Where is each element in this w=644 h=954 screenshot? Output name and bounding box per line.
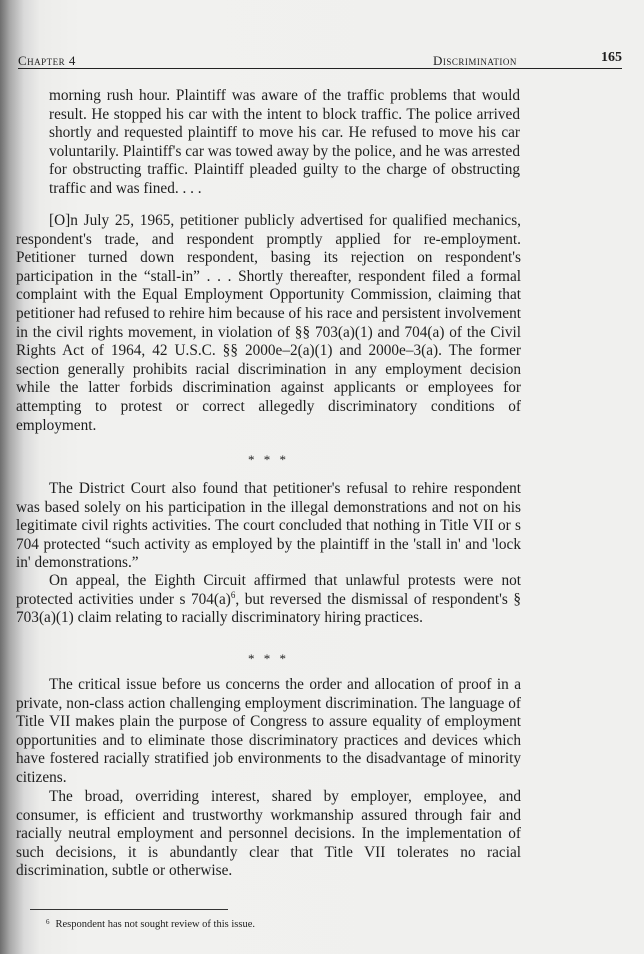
chapter-label: Chapter 4 (18, 53, 76, 68)
section-separator: * * * (248, 452, 289, 467)
paragraph-district-court: The District Court also found that petitioner's refusal to rehire respondent was based solely on his participation in the illegal demonstrations and not on his legitimate civil rights activities. The court concluded that nothing in Title VII or s 704 protected “such activity as employed by the plaintiff in the 'stall in' and 'lock in' demonstrations.” (16, 480, 521, 572)
paragraph-eighth-circuit-text-b: , but reversed the dismissal of respondent's § 703(a)(1) claim relating to racially discriminatory hiring practices. (16, 590, 521, 627)
paragraph-broad-interest: The broad, overriding interest, shared by employer, employee, and consumer, is efficient and trustworthy workmanship assured through fair and racially neutral employment and personnel decisions. In the implementation of such decisions, it is abundantly clear that Title VII tolerates no racial discrimination, subtle or otherwise. (16, 788, 521, 880)
footnote-divider (30, 909, 228, 910)
running-head (18, 48, 622, 69)
page-number: 165 (601, 50, 622, 65)
footnote-reference[interactable]: 6 (230, 589, 236, 600)
paragraph-stall-in: [O]n July 25, 1965, petitioner publicly advertised for qualified mechanics, respondent's trade, and respondent promptly applied for re-employment. Petitioner turned down respondent, basing its rejection on respondent's participation in the “stall-in” . . . Shortly thereafter, respondent filed a formal complaint with the Equal Employment Opportunity Commission, claiming that petitioner had refused to rehire him because of his race and persistent involvement in the civil rights movement, in violation of §§ 703(a)(1) and 704(a) of the Civil Rights Act of 1964, 42 U.S.C. §§ 2000e–2(a)(1) and 2000e–3(a). The former section generally prohibits racial discrimination in any employment decision while the latter forbids discrimination against applicants or employees for attempting to protest or correct allegedly discriminatory conditions of employment. (16, 212, 521, 434)
paragraph-eighth-circuit-text-a: On appeal, the Eighth Circuit affirmed that unlawful protests were not protected activities under s 704(a) (16, 572, 521, 608)
footnote (30, 915, 510, 932)
quoted-paragraph: morning rush hour. Plaintiff was aware of the traffic problems that would result. He stopped his car with the intent to block traffic. The police arrived shortly and requested plaintiff to move his car. He refused to move his car voluntarily. Plaintiff's car was towed away by the police, and he was arrested for obstructing traffic. Plaintiff pleaded guilty to the charge of obstructing traffic and was fined. . . . (49, 87, 520, 197)
footnote-marker: 6 (46, 918, 50, 926)
paragraph-critical-issue: The critical issue before us concerns the order and allocation of proof in a private, non-class action challenging employment discrimination. The language of Title VII makes plain the purpose of Congress to assure equality of employment opportunities and to eliminate those discriminatory practices and devices which have fostered racially stratified job environments to the disadvantage of minority citizens. (16, 676, 521, 786)
footnote-text: Respondent has not sought review of this issue. (55, 919, 255, 930)
paragraph-eighth-circuit (16, 572, 521, 628)
section-separator: * * * (248, 651, 289, 666)
section-label: Discrimination (433, 53, 517, 68)
